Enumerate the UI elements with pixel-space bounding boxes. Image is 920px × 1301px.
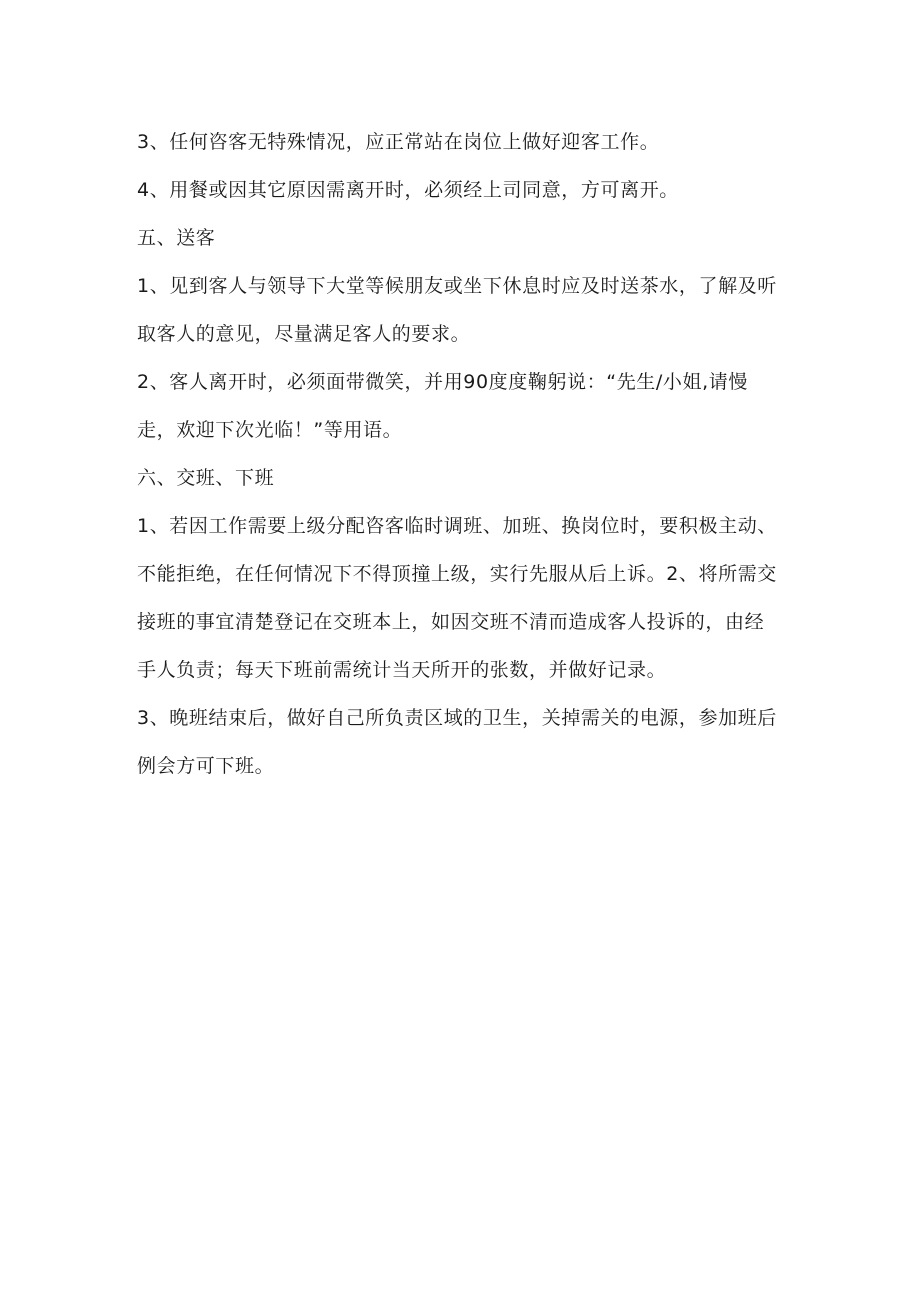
section-heading-5: 五、送客 <box>137 227 216 249</box>
item-4-leave-post: 4、用餐或因其它原因需离开时，必须经上司同意，方可离开。 <box>137 179 679 201</box>
item-1-shift-line1: 1、若因工作需要上级分配咨客临时调班、加班、换岗位时，要积极主动、 <box>137 515 777 537</box>
item-3-night-shift-line2: 例会方可下班。 <box>137 755 275 777</box>
item-2-handover-line2: 手人负责；每天下班前需统计当天所开的张数，并做好记录。 <box>137 659 667 681</box>
item-3-night-shift-line1: 3、晚班结束后，做好自己所负责区域的卫生，关掉需关的电源，参加班后 <box>137 707 777 729</box>
item-1-serve-tea-line1: 1、见到客人与领导下大堂等候朋友或坐下休息时应及时送茶水，了解及听 <box>137 275 777 297</box>
item-2-handover-line1: 接班的事宜清楚登记在交班本上，如因交班不清而造成客人投诉的，由经 <box>137 611 765 633</box>
item-2-farewell-line2: 走，欢迎下次光临！”等用语。 <box>137 419 403 441</box>
document-body <box>137 118 797 790</box>
section-heading-6: 六、交班、下班 <box>137 467 275 489</box>
item-1-serve-tea-line2: 取客人的意见，尽量满足客人的要求。 <box>137 323 471 345</box>
item-1-shift-line2: 不能拒绝，在任何情况下不得顶撞上级，实行先服从后上诉。2、将所需交 <box>137 563 777 585</box>
item-2-farewell-line1: 2、客人离开时，必须面带微笑，并用90度度鞠躬说：“先生/小姐,请慢 <box>137 371 748 393</box>
item-3-welcome: 3、任何咨客无特殊情况，应正常站在岗位上做好迎客工作。 <box>137 131 660 153</box>
